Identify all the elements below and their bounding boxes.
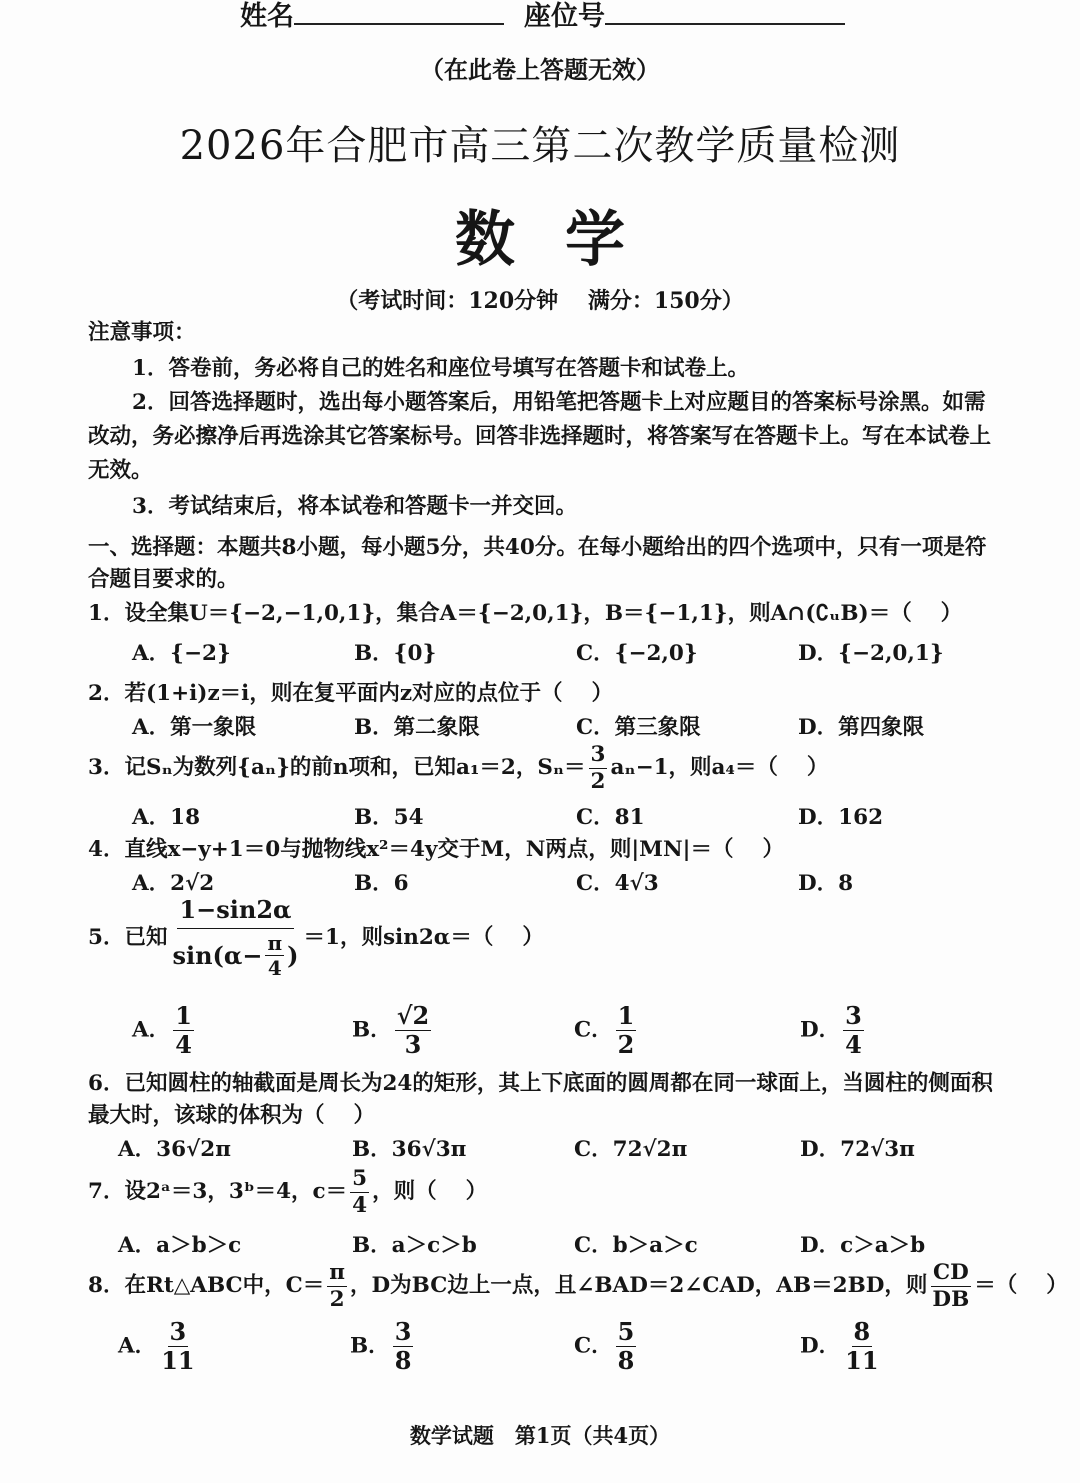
q3-frac-num: 3 xyxy=(590,742,606,767)
q8-option-c xyxy=(574,1317,639,1375)
q5-option-c-num: 1 xyxy=(617,1001,635,1030)
q5-stem-part-a: 5．已知 xyxy=(88,925,168,950)
q8-option-a-label: A． xyxy=(118,1333,157,1359)
q5-fraction xyxy=(170,895,300,980)
q8-option-b-num: 3 xyxy=(394,1317,412,1346)
question-4-stem: 4．直线x−y+1＝0与抛物线x²＝4y交于M，N两点，则|MN|＝（ ） xyxy=(88,837,784,862)
q7-stem-part-b: ，则（ ） xyxy=(372,1179,488,1204)
question-3-stem xyxy=(88,744,828,792)
q5-option-d-num: 3 xyxy=(845,1001,862,1030)
q5-option-c-den: 2 xyxy=(617,1030,635,1059)
q4-option-b: B．6 xyxy=(354,871,409,896)
q5-option-c xyxy=(574,1001,639,1059)
q8-option-d xyxy=(800,1317,884,1375)
q5-option-d-fraction xyxy=(843,1001,864,1059)
exam-title: 2026年合肥市高三第二次教学质量检测 xyxy=(179,123,901,169)
q5-option-b-num: √2 xyxy=(396,1001,430,1030)
q8-option-a-den: 11 xyxy=(161,1346,195,1375)
q7-frac-den: 4 xyxy=(352,1192,368,1218)
instruction-item-3: 3．考试结束后，将本试卷和答题卡一并交回。 xyxy=(132,494,577,519)
seat-blank[interactable] xyxy=(605,0,845,25)
q8-frac2-num: CD xyxy=(932,1260,969,1285)
q7-stem-part-a: 7．设2ᵃ＝3，3ᵇ＝4，c＝ xyxy=(88,1179,348,1204)
question-2-stem: 2．若(1+i)z＝i，则在复平面内z对应的点位于（ ） xyxy=(88,681,614,706)
q5-option-b-fraction xyxy=(395,1001,431,1059)
q7-option-a: A．a＞b＞c xyxy=(118,1233,242,1258)
q8-option-b xyxy=(350,1317,416,1375)
q5-option-b-label: B． xyxy=(352,1017,392,1043)
seat-line xyxy=(524,0,845,33)
q8-fraction-1 xyxy=(327,1262,347,1310)
q2-option-c: C．第三象限 xyxy=(576,715,701,740)
q3-option-a: A．18 xyxy=(132,805,201,830)
q4-option-a: A．2√2 xyxy=(132,871,215,896)
q7-fraction xyxy=(350,1168,369,1216)
q8-option-d-num: 8 xyxy=(853,1317,871,1346)
q8-option-d-den: 11 xyxy=(845,1346,879,1375)
q7-frac-num: 5 xyxy=(352,1166,368,1191)
q5-option-a-label: A． xyxy=(132,1017,171,1043)
q6-option-b: B．36√3π xyxy=(352,1137,467,1162)
q6-option-a: A．36√2π xyxy=(118,1137,231,1162)
q5-stem-part-b: ＝1，则sin2α＝（ ） xyxy=(303,925,544,950)
q8-option-b-den: 8 xyxy=(394,1346,412,1375)
instruction-item-1: 1．答卷前，务必将自己的姓名和座位号填写在答题卡和试卷上。 xyxy=(132,356,749,381)
q8-option-a xyxy=(118,1317,200,1375)
q7-option-b: B．a＞c＞b xyxy=(352,1233,477,1258)
q7-option-d: D．c＞a＞b xyxy=(800,1233,926,1258)
q8-option-c-den: 8 xyxy=(617,1346,635,1375)
q7-option-c: C．b＞a＞c xyxy=(574,1233,698,1258)
q5-frac-num: 1−sin2α xyxy=(177,898,293,929)
q8-option-a-fraction xyxy=(159,1317,196,1375)
q8-option-b-fraction xyxy=(393,1317,414,1375)
q6-option-d: D．72√3π xyxy=(800,1137,915,1162)
q1-option-b: B．{0} xyxy=(354,641,437,666)
name-line xyxy=(240,0,504,33)
instructions-heading: 注意事项： xyxy=(88,320,196,345)
q5-option-c-fraction xyxy=(616,1001,637,1059)
q4-option-d: D．8 xyxy=(798,871,854,896)
q5-option-a-den: 4 xyxy=(175,1030,192,1059)
q5-option-a-num: 1 xyxy=(175,1001,192,1030)
invalid-notice: （在此卷上答题无效） xyxy=(420,55,660,84)
q8-frac1-num: π xyxy=(329,1260,346,1285)
q8-stem-part-b: ，D为BC边上一点，且∠BAD＝2∠CAD，AB＝2BD，则 xyxy=(350,1273,928,1298)
question-7-stem xyxy=(88,1168,487,1216)
name-label: 姓名 xyxy=(240,1,294,32)
q8-frac1-den: 2 xyxy=(329,1286,345,1312)
q5-option-a xyxy=(132,1001,197,1059)
subject-title: 数学 xyxy=(455,205,675,275)
q1-option-d: D．{−2,0,1} xyxy=(798,641,944,666)
q3-fraction xyxy=(589,744,608,792)
q8-option-d-fraction xyxy=(843,1317,880,1375)
q5-option-d-den: 4 xyxy=(845,1030,862,1059)
q5-option-b xyxy=(352,1001,434,1059)
q5-den-fraction xyxy=(265,933,284,978)
q2-option-a: A．第一象限 xyxy=(132,715,257,740)
q1-option-c: C．{−2,0} xyxy=(576,641,698,666)
q2-option-d: D．第四象限 xyxy=(798,715,925,740)
q5-option-d-label: D． xyxy=(800,1017,841,1043)
q6-option-c: C．72√2π xyxy=(574,1137,688,1162)
q3-stem-part-b: aₙ−1，则a₄＝（ ） xyxy=(610,755,829,780)
instruction-item-2: 2．回答选择题时，选出每小题答案后，用铅笔把答题卡上对应题目的答案标号涂黑。如需改动，务必擦净后再选涂其它答案标号。回答非选择题时，将答案写在答题卡上。写在本试卷上无效。 xyxy=(88,390,992,483)
q3-option-c: C．81 xyxy=(576,805,645,830)
q5-option-c-label: C． xyxy=(574,1017,613,1043)
q5-den-frac-den: 4 xyxy=(267,956,282,980)
question-1-stem: 1．设全集U＝{−2,−1,0,1}，集合A＝{−2,0,1}，B＝{−1,1}，则A∩(∁ᵤB)＝（ ） xyxy=(88,601,963,626)
q8-fraction-2 xyxy=(930,1262,971,1310)
q8-stem-part-a: 8．在Rt△ABC中，C＝ xyxy=(88,1273,325,1298)
q5-frac-den xyxy=(170,929,300,978)
q8-option-a-num: 3 xyxy=(169,1317,187,1346)
q3-frac-den: 2 xyxy=(590,768,606,794)
q5-den-part-b: ) xyxy=(287,940,299,970)
section-heading: 一、选择题：本题共8小题，每小题5分，共40分。在每小题给出的四个选项中，只有一项是符合题目要求的。 xyxy=(88,535,987,592)
seat-label: 座位号 xyxy=(524,1,605,32)
q8-stem-part-c: ＝（ ） xyxy=(974,1273,1068,1298)
q3-option-b: B．54 xyxy=(354,805,424,830)
q8-option-d-label: D． xyxy=(800,1333,841,1359)
page-footer: 数学试题 第1页（共4页） xyxy=(409,1423,671,1448)
name-blank[interactable] xyxy=(294,0,504,25)
q5-option-d xyxy=(800,1001,867,1059)
q5-option-b-den: 3 xyxy=(404,1030,422,1059)
q8-option-c-label: C． xyxy=(574,1333,613,1359)
q8-option-b-label: B． xyxy=(350,1333,390,1359)
q1-option-a: A．{−2} xyxy=(132,641,231,666)
q3-option-d: D．162 xyxy=(798,805,884,830)
question-6-stem: 6．已知圆柱的轴截面是周长为24的矩形，其上下底面的圆周都在同一球面上，当圆柱的侧面积最大时，该球的体积为（ ） xyxy=(88,1071,993,1128)
question-5-stem xyxy=(88,895,544,980)
q2-option-b: B．第二象限 xyxy=(354,715,480,740)
exam-info: （考试时间：120分钟 满分：150分） xyxy=(336,288,744,314)
q8-option-c-fraction xyxy=(616,1317,637,1375)
q3-stem-part-a: 3．记Sₙ为数列{aₙ}的前n项和，已知a₁＝2，Sₙ＝ xyxy=(88,755,586,780)
q5-option-a-fraction xyxy=(173,1001,194,1059)
q4-option-c: C．4√3 xyxy=(576,871,659,896)
q5-den-frac-num: π xyxy=(267,931,283,955)
q8-frac2-den: DB xyxy=(932,1286,970,1312)
question-8-stem xyxy=(88,1262,1068,1310)
q8-option-c-num: 5 xyxy=(617,1317,635,1346)
q5-den-part-a: sin(α− xyxy=(172,940,263,970)
